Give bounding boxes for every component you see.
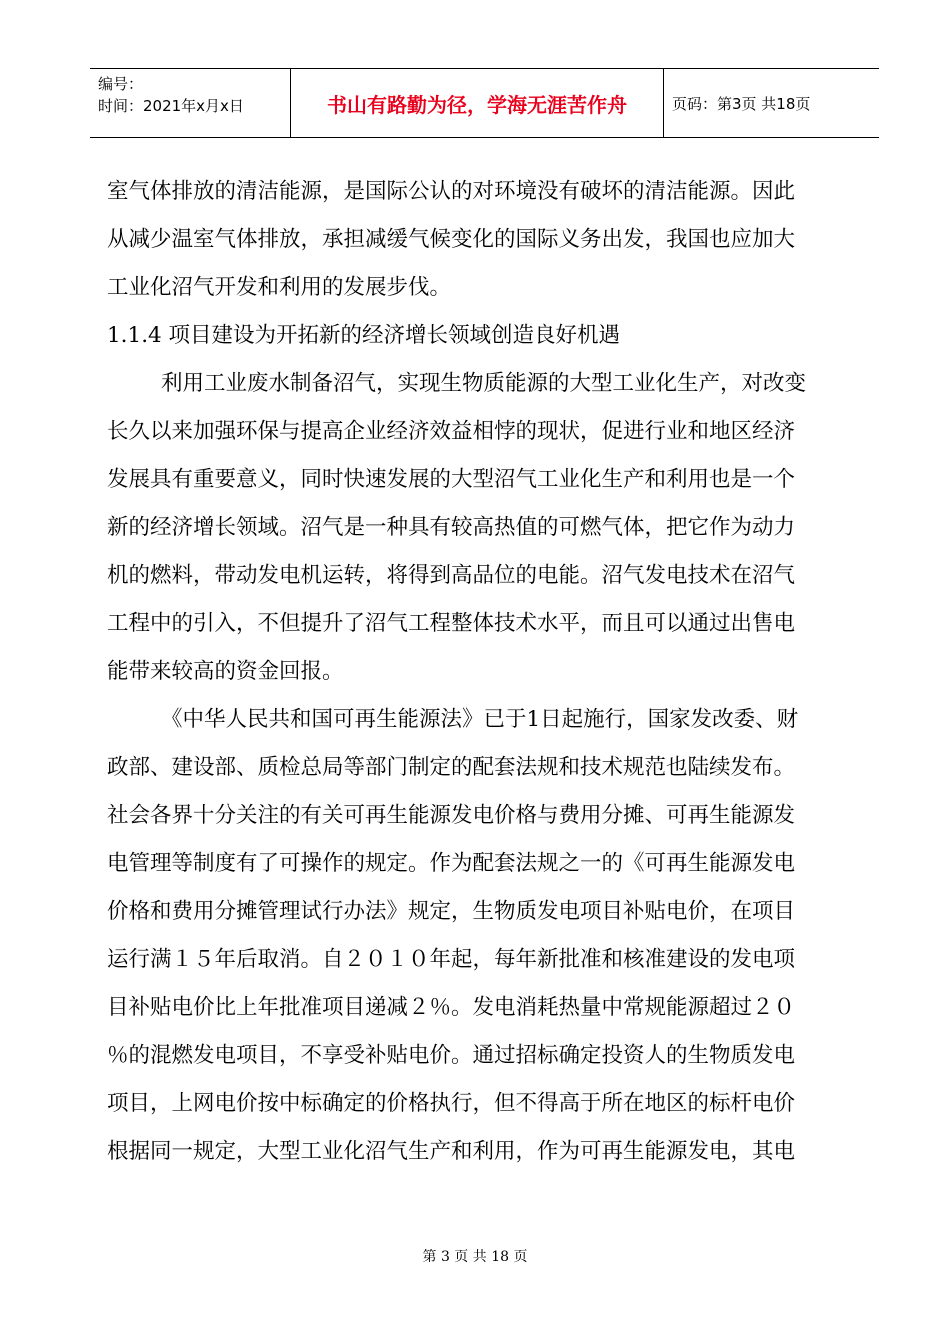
- text-line: 工业化沼气开发和利用的发展步伐。: [107, 275, 452, 300]
- text-line: 根据同一规定，大型工业化沼气生产和利用，作为可再生能源发电，其电: [107, 1139, 796, 1164]
- page-header: [90, 68, 879, 138]
- text-line: 目补贴电价比上年批准项目递减２％。发电消耗热量中常规能源超过２０: [107, 995, 796, 1020]
- text-line: 机的燃料，带动发电机运转，将得到高品位的电能。沼气发电技术在沼气: [107, 563, 796, 588]
- text-line: 社会各界十分关注的有关可再生能源发电价格与费用分摊、可再生能源发: [107, 803, 796, 828]
- text-line: 运行满１５年后取消。自２０１０年起，每年新批准和核准建设的发电项: [107, 947, 796, 972]
- text-line: 利用工业废水制备沼气，实现生物质能源的大型工业化生产，对改变: [161, 371, 807, 396]
- text-line: 发展具有重要意义，同时快速发展的大型沼气工业化生产和利用也是一个: [107, 467, 796, 492]
- text-line: 工程中的引入，不但提升了沼气工程整体技术水平，而且可以通过出售电: [107, 611, 796, 636]
- page-footer: 第 3 页 共 18 页: [422, 1249, 528, 1265]
- text-line: 项目，上网电价按中标确定的价格执行，但不得高于所在地区的标杆电价: [107, 1091, 796, 1116]
- text-line: 《中华人民共和国可再生能源法》已于1日起施行，国家发改委、财: [161, 707, 799, 732]
- header-page-number: 页码：第3页 共18页: [672, 94, 811, 113]
- text-line: 从减少温室气体排放，承担减缓气候变化的国际义务出发，我国也应加大: [107, 227, 796, 252]
- text-line: ％的混燃发电项目，不享受补贴电价。通过招标确定投资人的生物质发电: [107, 1043, 796, 1068]
- text-line: 室气体排放的清洁能源，是国际公认的对环境没有破坏的清洁能源。因此: [107, 179, 796, 204]
- text-line: 长久以来加强环保与提高企业经济效益相悖的现状，促进行业和地区经济: [107, 419, 796, 444]
- text-line: 能带来较高的资金回报。: [107, 659, 344, 684]
- text-line: 新的经济增长领域。沼气是一种具有较高热值的可燃气体，把它作为动力: [107, 515, 796, 540]
- text-line: 政部、建设部、质检总局等部门制定的配套法规和技术规范也陆续发布。: [107, 755, 796, 780]
- text-line: 电管理等制度有了可操作的规定。作为配套法规之一的《可再生能源发电: [107, 851, 796, 876]
- section-heading: 1.1.4 项目建设为开拓新的经济增长领域创造良好机遇: [107, 323, 621, 348]
- document-date: 时间：2021年x月x日: [98, 97, 244, 115]
- document-number: 编号：: [98, 75, 144, 93]
- header-meta: [90, 69, 290, 137]
- text-line: 价格和费用分摊管理试行办法》规定，生物质发电项目补贴电价，在项目: [107, 899, 796, 924]
- header-motto: 书山有路勤为径，学海无涯苦作舟: [290, 69, 664, 137]
- document-body: [107, 168, 847, 1176]
